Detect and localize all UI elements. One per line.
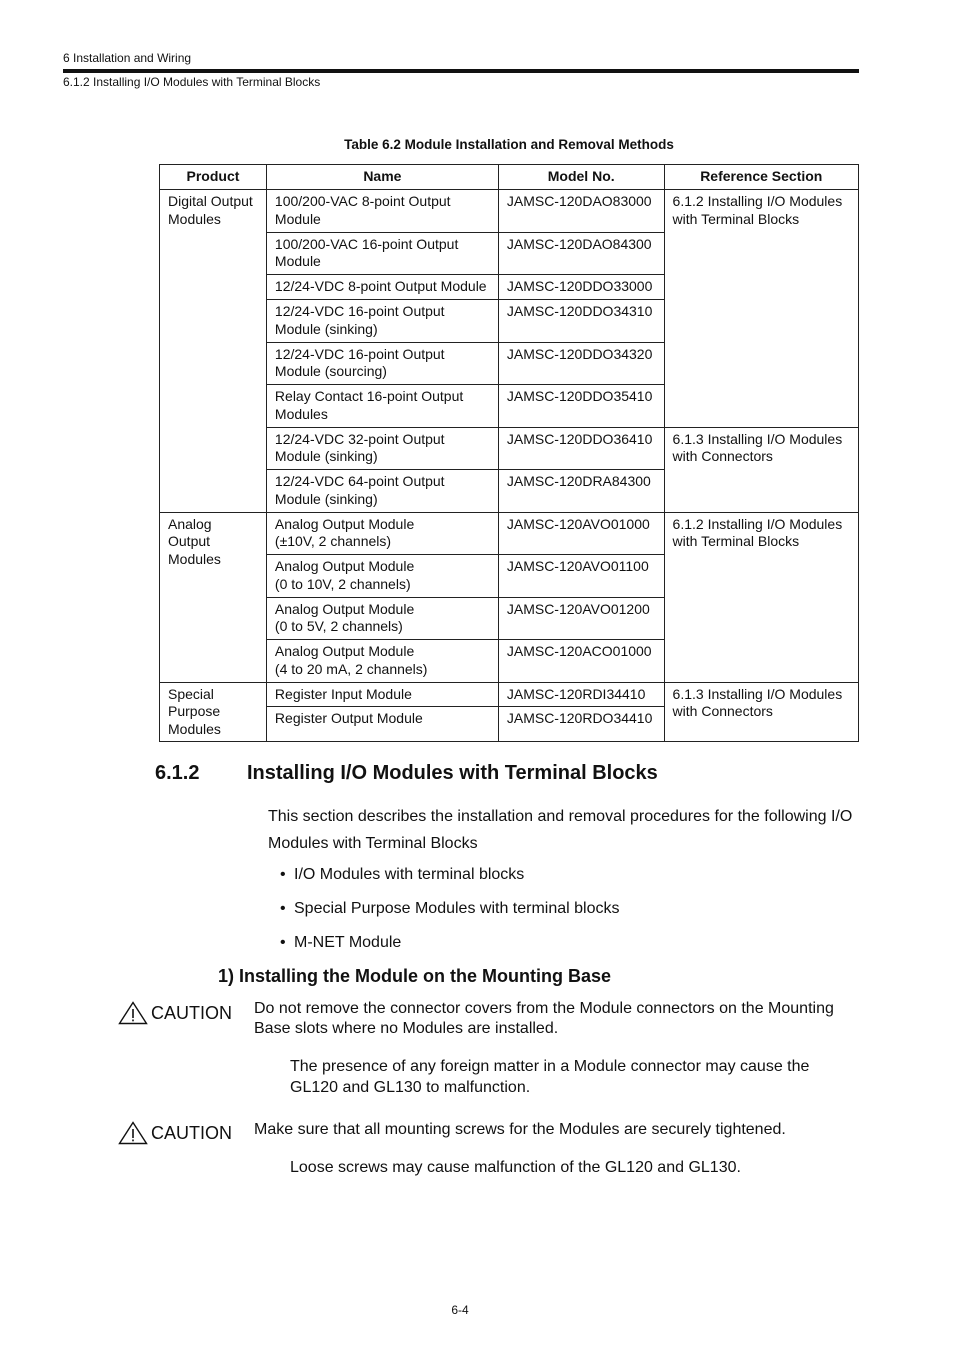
- model-cell: JAMSC-120RDI34410: [498, 682, 664, 707]
- running-header-section: 6.1.2 Installing I/O Modules with Terminal Blocks: [63, 75, 321, 89]
- page-number: 6-4: [451, 1303, 469, 1317]
- caution-text: Make sure that all mounting screws for the Modules are securely tightened.: [254, 1121, 786, 1138]
- caution-detail: The presence of any foreign matter in a Module connector may cause the GL120 and GL130 to malfunction.: [290, 1058, 810, 1096]
- name-line-1: Analog Output Module: [274, 515, 415, 532]
- name-cell: Relay Contact 16-point Output Modules: [266, 385, 498, 428]
- model-cell: JAMSC-120DDO33000: [498, 275, 664, 300]
- col-header-product: Product: [160, 165, 267, 190]
- name-cell: [266, 597, 498, 640]
- product-cell: Analog Output Modules: [160, 512, 267, 682]
- caution-text: Do not remove the connector covers from the Module connectors on the Mounting Base slots where no Modules are installed.: [254, 1000, 834, 1037]
- section-intro: This section describes the installation and removal procedures for the following I/O Modules with Terminal Blocks: [268, 808, 853, 852]
- name-cell: 12/24-VDC 16-point Output Module (sinking): [266, 300, 498, 343]
- module-table: [159, 164, 859, 742]
- running-header-chapter: 6 Installation and Wiring: [63, 51, 192, 65]
- caution-label: CAUTION: [151, 1002, 232, 1023]
- reference-cell: 6.1.2 Installing I/O Modules with Terminal Blocks: [664, 190, 858, 428]
- model-cell: JAMSC-120ACO01000: [498, 640, 664, 683]
- model-cell: JAMSC-120AVO01200: [498, 597, 664, 640]
- name-line-2: (4 to 20 mA, 2 channels): [274, 660, 428, 677]
- model-cell: JAMSC-120DDO35410: [498, 385, 664, 428]
- model-cell: JAMSC-120DDO34320: [498, 342, 664, 385]
- name-cell: [266, 512, 498, 555]
- name-line-2: (±10V, 2 channels): [274, 533, 392, 549]
- product-cell: Digital Output Modules: [160, 190, 267, 513]
- reference-cell: 6.1.3 Installing I/O Modules with Connectors: [664, 427, 858, 512]
- table-header-row: [160, 165, 859, 190]
- model-cell: JAMSC-120DAO83000: [498, 190, 664, 233]
- col-header-reference: Reference Section: [664, 165, 858, 190]
- list-item-text: M-NET Module: [294, 934, 402, 951]
- model-cell: JAMSC-120AVO01000: [498, 512, 664, 555]
- model-cell: JAMSC-120AVO01100: [498, 555, 664, 598]
- model-cell: JAMSC-120DRA84300: [498, 470, 664, 513]
- name-cell: 12/24-VDC 16-point Output Module (sourcing): [266, 342, 498, 385]
- product-cell: Special Purpose Modules: [160, 682, 267, 742]
- caution-marker: [118, 1001, 232, 1025]
- reference-cell: 6.1.3 Installing I/O Modules with Connectors: [664, 682, 858, 742]
- name-cell: 12/24-VDC 8-point Output Module: [266, 275, 498, 300]
- name-line-2: (0 to 10V, 2 channels): [274, 575, 411, 592]
- caution-detail: Loose screws may cause malfunction of the GL120 and GL130.: [290, 1159, 741, 1176]
- table-caption: Table 6.2 Module Installation and Removal Methods: [344, 137, 674, 152]
- header-rule: [63, 69, 859, 73]
- name-cell: Register Output Module: [266, 707, 498, 742]
- name-line-1: Analog Output Module: [274, 558, 415, 574]
- table-row: [160, 190, 859, 233]
- model-cell: JAMSC-120RDO34410: [498, 707, 664, 742]
- name-line-1: Analog Output Module: [274, 600, 415, 617]
- name-line-1: Analog Output Module: [274, 643, 415, 659]
- caution-marker: [118, 1121, 232, 1145]
- table-row: [160, 512, 859, 555]
- name-cell: 100/200-VAC 16-point Output Module: [266, 232, 498, 275]
- list-item-text: I/O Modules with terminal blocks: [294, 866, 525, 883]
- list-item-text: Special Purpose Modules with terminal blocks: [294, 900, 620, 917]
- col-header-model: Model No.: [498, 165, 664, 190]
- subsection-title: 1) Installing the Module on the Mounting Base: [218, 966, 611, 986]
- table-row: [160, 682, 859, 707]
- name-cell: 12/24-VDC 64-point Output Module (sinking): [266, 470, 498, 513]
- warning-triangle-icon: [118, 1121, 148, 1145]
- name-cell: Register Input Module: [266, 682, 498, 707]
- name-cell: 12/24-VDC 32-point Output Module (sinking): [266, 427, 498, 470]
- list-item: • I/O Modules with terminal blocks: [280, 866, 525, 883]
- model-cell: JAMSC-120DAO84300: [498, 232, 664, 275]
- name-cell: 100/200-VAC 8-point Output Module: [266, 190, 498, 233]
- model-cell: JAMSC-120DDO36410: [498, 427, 664, 470]
- section-title: Installing I/O Modules with Terminal Blocks: [247, 762, 658, 784]
- list-item: • Special Purpose Modules with terminal blocks: [280, 900, 620, 917]
- name-cell: [266, 555, 498, 598]
- name-cell: [266, 640, 498, 683]
- name-line-2: (0 to 5V, 2 channels): [274, 618, 403, 634]
- warning-triangle-icon: [118, 1001, 148, 1025]
- list-item: • M-NET Module: [280, 934, 402, 951]
- reference-cell: 6.1.2 Installing I/O Modules with Terminal Blocks: [664, 512, 858, 682]
- model-cell: JAMSC-120DDO34310: [498, 300, 664, 343]
- section-number: 6.1.2: [155, 762, 200, 784]
- caution-label: CAUTION: [151, 1122, 232, 1143]
- col-header-name: Name: [266, 165, 498, 190]
